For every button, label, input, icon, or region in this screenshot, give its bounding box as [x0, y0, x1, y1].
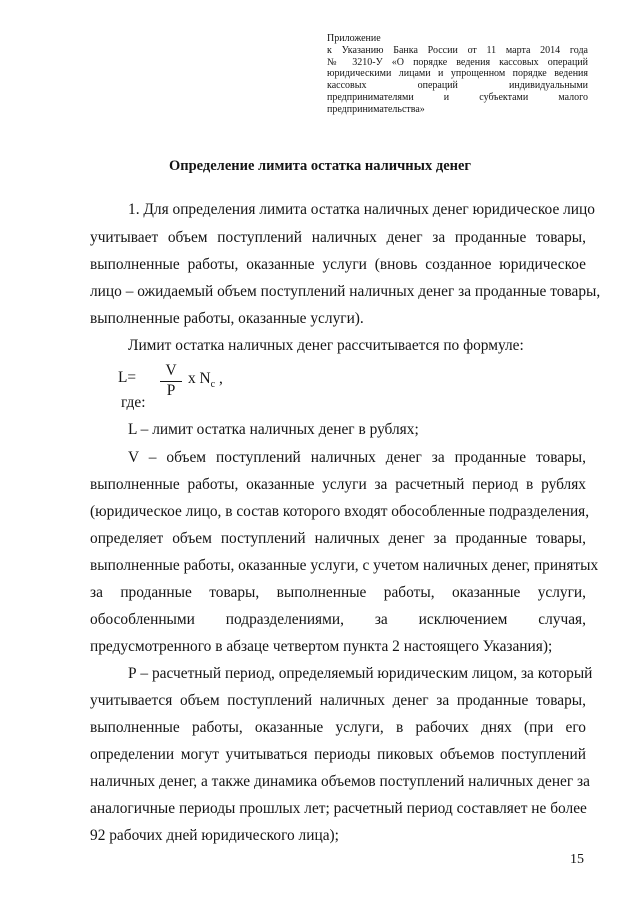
annex-line: предпринимательства» [327, 103, 425, 115]
formula-intro: Лимит остатка наличных денег рассчитывается по формуле: [128, 337, 524, 354]
annex-line: № 3210-У «О порядке ведения кассовых операций [327, 56, 588, 68]
definition-V-line: обособленными подразделениями, за исключением случая, [90, 611, 586, 628]
formula-multiplier: x N [188, 370, 211, 387]
annex-header [327, 33, 588, 116]
definition-V-line: выполненные работы, оказанные услуги за расчетный период в рублях [90, 476, 586, 493]
paragraph-line: лицо – ожидаемый объем поступлений наличных денег за проданные товары, [90, 283, 601, 300]
formula-subscript: c [210, 379, 216, 391]
definition-V-line: за проданные товары, выполненные работы, оказанные услуги, [90, 584, 586, 601]
page-title: Определение лимита остатка наличных денег [168, 158, 472, 174]
formula-lhs: L= [118, 369, 137, 386]
formula-numerator: V [165, 362, 177, 379]
definition-P-line: наличных денег, а также динамика объемов поступлений наличных денег за [90, 773, 590, 790]
paragraph-line: 1. Для определения лимита остатка наличных денег юридическое лицо [128, 201, 595, 218]
annex-line: кассовых операций индивидуальными [327, 80, 588, 92]
definition-V-line: определяет объем поступлений наличных денег за проданные товары, [90, 530, 586, 547]
definition-L: L – лимит остатка наличных денег в рублях; [128, 421, 419, 438]
definition-V-line: выполненные работы, оказанные услуги, с учетом наличных денег, принятых [90, 557, 599, 574]
formula-denominator: P [166, 382, 176, 399]
definition-P-line: определении могут учитываться периоды пиковых объемов поступлений [90, 746, 586, 763]
annex-line: к Указанию Банка России от 11 марта 2014 года [327, 44, 588, 56]
definition-P-line: Р – расчетный период, определяемый юридическим лицом, за который [128, 665, 593, 682]
definition-V-line: V – объем поступлений наличных денег за проданные товары, [128, 449, 586, 466]
formula-tail: , [215, 370, 223, 387]
formula-rhs [188, 370, 223, 390]
definition-V-line: (юридическое лицо, в состав которого входят обособленные подразделения, [90, 503, 590, 520]
paragraph-line: учитывает объем поступлений наличных денег за проданные товары, [90, 229, 586, 246]
paragraph-line: выполненные работы, оказанные услуги (вновь созданное юридическое [90, 256, 586, 273]
definition-P-line: учитывается объем поступлений наличных денег за проданные товары, [90, 692, 586, 709]
definition-P-line: аналогичные периоды прошлых лет; расчетный период составляет не более [90, 800, 587, 817]
paragraph-line: выполненные работы, оказанные услуги). [90, 310, 364, 327]
annex-line: Приложение [327, 33, 381, 44]
annex-line: юридическими лицами и упрощенном порядке ведения [327, 68, 588, 80]
annex-line: предпринимателями и субъектами малого [327, 91, 588, 103]
definition-P-line: выполненные работы, оказанные услуги, в рабочих днях (при его [90, 719, 586, 736]
where-label: где: [121, 394, 146, 411]
definition-P-line: 92 рабочих дней юридического лица); [90, 827, 339, 844]
page-number: 15 [570, 852, 584, 867]
definition-V-line: предусмотренного в абзаце четвертом пункта 2 настоящего Указания); [90, 638, 553, 655]
